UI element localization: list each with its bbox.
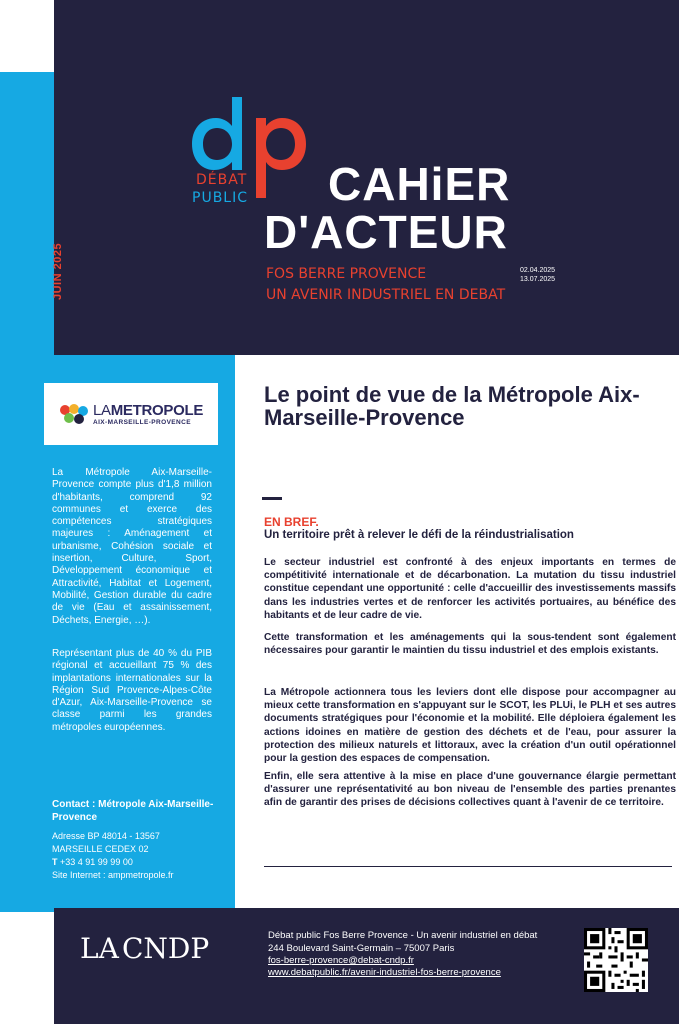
logo-debat-text: DÉBAT — [196, 172, 248, 188]
dacteur-title: D'ACTEUR — [264, 206, 508, 258]
date-start: 02.04.2025 — [520, 267, 556, 274]
en-bref-subtitle: Un territoire prêt à relever le défi de la réindustrialisation — [264, 529, 574, 541]
svg-text:LA: LA — [80, 932, 119, 962]
contact-phone-number[interactable]: +33 4 91 99 99 00 — [60, 857, 133, 867]
contact-phone-label: T — [52, 857, 58, 867]
logo-p-shape — [256, 118, 306, 198]
qr-code-icon[interactable] — [584, 928, 648, 992]
cahier-title: CAHiER — [328, 158, 511, 210]
date-end: 13.07.2025 — [520, 276, 556, 283]
metropole-name-la: LA — [92, 402, 111, 419]
page-title: Le point de vue de la Métropole Aix-Marseille-Provence — [264, 382, 640, 430]
contact-website[interactable]: Site Internet : ampmetropole.fr — [52, 870, 174, 880]
bottom-rule — [264, 866, 672, 867]
debate-subtitle-line-1: FOS BERRE PROVENCE — [266, 266, 427, 282]
contact-title: Contact : Métropole Aix-Marseille-Provence — [52, 799, 214, 823]
footer-url-row — [268, 967, 501, 978]
sidebar-paragraph-2: Représentant plus de 40 % du PIB régional et accueillant 75 % des implantations internationales sur la Région Sud Provence-Alpes-Côte d'Azur, Aix-Marseille-Provence se classe parmi les grandes métropoles européennes. — [52, 648, 212, 733]
left-white-corner — [0, 0, 54, 72]
metropole-logo-text — [93, 402, 203, 426]
debate-subtitle-line-2: UN AVENIR INDUSTRIEL EN DEBAT — [266, 287, 506, 303]
main-paragraph-2: Cette transformation et les aménagements qui la sous-tendent sont également nécessaires pour garantir le maintien du tissu industriel et des emplois existants. — [264, 632, 676, 657]
footer-line-2: 244 Boulevard Saint-Germain – 75007 Paris — [268, 943, 455, 954]
footer-line-1: Débat public Fos Berre Provence - Un avenir industriel en débat — [268, 930, 538, 941]
logo-d-shape — [192, 97, 242, 170]
en-bref-label: EN BREF. — [264, 515, 319, 529]
vertical-date: JUIN 2025 — [52, 242, 64, 300]
metropole-logo-box — [44, 383, 218, 445]
main-paragraph-1: Le secteur industriel est confronté à des enjeux importants en termes de compétitivité internationale et de décarbonation. La mutation du tissu industriel constitue cependant une opportunité : celle d'accueillir des investissements massifs dans les industries vertes et de renforcer les activités portuaires, au bénéfice des habitants et de leur cadre de vie. — [264, 557, 676, 621]
contact-phone — [52, 857, 133, 867]
footer-url-link[interactable]: www.debatpublic.fr/avenir-industriel-fos-berre-provence — [268, 967, 501, 978]
cndp-logo-icon — [80, 932, 240, 962]
metropole-name-bold: METROPOLE — [110, 402, 204, 419]
title-dash — [262, 497, 282, 500]
contact-address-2: MARSEILLE CEDEX 02 — [52, 844, 149, 854]
metropole-mark-icon — [59, 403, 89, 425]
main-paragraph-3: La Métropole actionnera tous les leviers dont elle dispose pour accompagner au mieux cette transformation en s'appuyant sur le SCOT, les PLUi, le PLH et ses autres documents stratégiques pour l'économie et la mobilité. Elle déploiera également les actions idoines en matière de gestion des déchets et de l'eau, pour assurer la protection des milieux naturels et littoraux, avec la création d'un outil opérationnel pour la gestion des espaces de compensation. — [264, 687, 676, 765]
logo-public-text: PUBLIC — [192, 190, 248, 206]
footer-email-link[interactable]: fos-berre-provence@debat-cndp.fr — [268, 955, 414, 966]
footer-email-row — [268, 955, 414, 966]
svg-text:CNDP: CNDP — [122, 932, 210, 962]
main-paragraph-4: Enfin, elle sera attentive à la mise en place d'une gouvernance élargie permettant d'assurer une représentativité au bon niveau de l'ensemble des parties prenantes afin de garantir des prises de décisions collectives quant à l'avenir de ce territoire. — [264, 771, 676, 809]
metropole-name — [93, 402, 203, 419]
metropole-sub: AIX-MARSEILLE-PROVENCE — [92, 419, 191, 426]
contact-address-1: Adresse BP 48014 - 13567 — [52, 831, 160, 841]
sidebar-paragraph-1: La Métropole Aix-Marseille-Provence compte plus d'1,8 million d'habitants, comprend 92 communes et exerce des compétences stratégiques majeures : Aménagement et urbanisme, Cohésion sociale et insertion, Culture, Sport, Développement économique et Attractivité, Habitat et Logement, Mobilité, Gestion durable du cadre de vie (Eau et assainissement, Déchets, Energie, …). — [52, 467, 212, 626]
